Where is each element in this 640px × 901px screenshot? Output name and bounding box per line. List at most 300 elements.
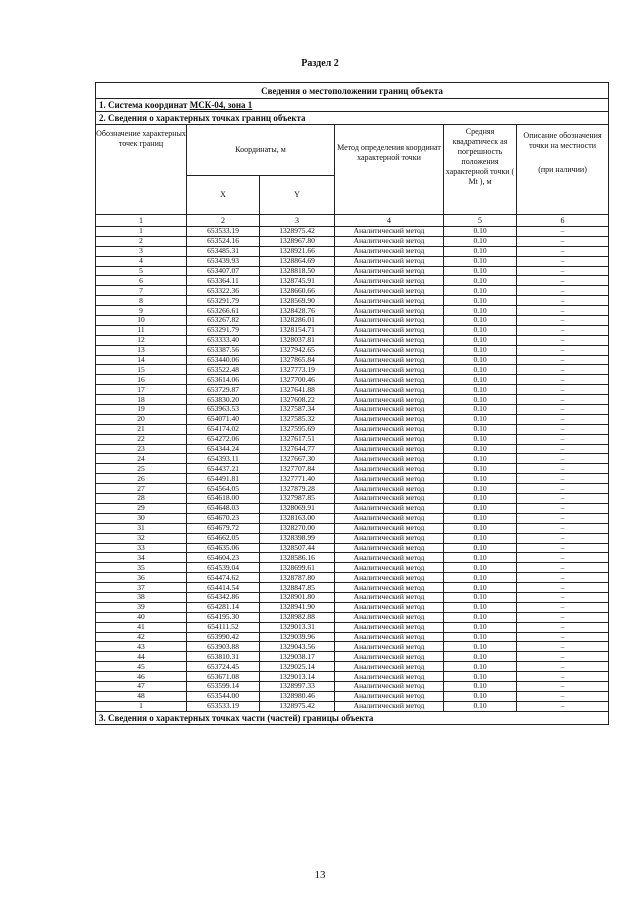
table-row — [96, 563, 609, 573]
table-row — [96, 236, 609, 246]
accuracy: 0.10 — [444, 266, 517, 276]
method: Аналитический метод — [335, 345, 444, 355]
point-number: 41 — [96, 622, 187, 632]
description: – — [517, 681, 609, 691]
point-number: 1 — [96, 227, 187, 237]
description: – — [517, 405, 609, 415]
method: Аналитический метод — [335, 236, 444, 246]
point-number: 3 — [96, 246, 187, 256]
point-number: 31 — [96, 523, 187, 533]
accuracy: 0.10 — [444, 424, 517, 434]
column-number-row — [96, 215, 609, 227]
coord-y: 1327771.40 — [260, 474, 335, 484]
description: – — [517, 454, 609, 464]
point-number: 11 — [96, 325, 187, 335]
coord-x: 653671.08 — [187, 672, 260, 682]
accuracy: 0.10 — [444, 474, 517, 484]
table-row — [96, 276, 609, 286]
table-row — [96, 286, 609, 296]
point-number: 39 — [96, 602, 187, 612]
point-number: 36 — [96, 573, 187, 583]
point-number: 16 — [96, 375, 187, 385]
method: Аналитический метод — [335, 355, 444, 365]
point-number: 17 — [96, 385, 187, 395]
coord-y: 1328286.01 — [260, 316, 335, 326]
accuracy: 0.10 — [444, 691, 517, 701]
point-number: 32 — [96, 533, 187, 543]
section1-row — [96, 99, 609, 112]
method: Аналитический метод — [335, 533, 444, 543]
coord-x: 654272.06 — [187, 434, 260, 444]
accuracy: 0.10 — [444, 543, 517, 553]
method: Аналитический метод — [335, 642, 444, 652]
point-number: 35 — [96, 563, 187, 573]
coord-y: 1327700.46 — [260, 375, 335, 385]
table-row — [96, 681, 609, 691]
coord-x: 654174.02 — [187, 424, 260, 434]
point-number: 26 — [96, 474, 187, 484]
column-number: 2 — [187, 215, 260, 227]
column-number: 1 — [96, 215, 187, 227]
description: – — [517, 553, 609, 563]
accuracy: 0.10 — [444, 464, 517, 474]
description: – — [517, 246, 609, 256]
coord-y: 1329013.31 — [260, 622, 335, 632]
coord-y: 1327987.85 — [260, 494, 335, 504]
accuracy: 0.10 — [444, 454, 517, 464]
point-number: 30 — [96, 513, 187, 523]
coord-y: 1329038.17 — [260, 652, 335, 662]
coord-y: 1327587.34 — [260, 405, 335, 415]
method: Аналитический метод — [335, 266, 444, 276]
header-point-designation: Обозначение характерных точек границ — [96, 125, 187, 215]
coord-x: 653599.14 — [187, 681, 260, 691]
coord-x: 654342.86 — [187, 592, 260, 602]
point-number: 20 — [96, 414, 187, 424]
coord-x: 654071.40 — [187, 414, 260, 424]
accuracy: 0.10 — [444, 325, 517, 335]
coord-x: 653830.20 — [187, 395, 260, 405]
accuracy: 0.10 — [444, 503, 517, 513]
point-number: 18 — [96, 395, 187, 405]
coord-y: 1328847.85 — [260, 583, 335, 593]
accuracy: 0.10 — [444, 681, 517, 691]
point-number: 23 — [96, 444, 187, 454]
table-row — [96, 345, 609, 355]
coord-x: 654281.14 — [187, 602, 260, 612]
table-row — [96, 227, 609, 237]
coord-y: 1327641.88 — [260, 385, 335, 395]
coord-x: 653533.19 — [187, 701, 260, 711]
point-number: 44 — [96, 652, 187, 662]
method: Аналитический метод — [335, 672, 444, 682]
coord-x: 654344.24 — [187, 444, 260, 454]
point-number: 15 — [96, 365, 187, 375]
accuracy: 0.10 — [444, 622, 517, 632]
table-row — [96, 385, 609, 395]
accuracy: 0.10 — [444, 355, 517, 365]
table-row — [96, 592, 609, 602]
coord-y: 1327707.84 — [260, 464, 335, 474]
accuracy: 0.10 — [444, 345, 517, 355]
coord-x: 654618.00 — [187, 494, 260, 504]
point-number: 33 — [96, 543, 187, 553]
coord-y: 1328980.46 — [260, 691, 335, 701]
method: Аналитический метод — [335, 296, 444, 306]
method: Аналитический метод — [335, 602, 444, 612]
accuracy: 0.10 — [444, 296, 517, 306]
description: – — [517, 266, 609, 276]
table-row — [96, 365, 609, 375]
method: Аналитический метод — [335, 227, 444, 237]
coord-y: 1328921.66 — [260, 246, 335, 256]
coord-x: 654437.21 — [187, 464, 260, 474]
table-row — [96, 612, 609, 622]
method: Аналитический метод — [335, 375, 444, 385]
section2-title: 2. Сведения о характерных точках границ объекта — [96, 112, 609, 125]
description: – — [517, 533, 609, 543]
table-row — [96, 503, 609, 513]
table-row — [96, 296, 609, 306]
description: – — [517, 464, 609, 474]
point-number: 9 — [96, 306, 187, 316]
coord-y: 1328069.91 — [260, 503, 335, 513]
point-number: 6 — [96, 276, 187, 286]
table-row — [96, 494, 609, 504]
table-row — [96, 266, 609, 276]
description: – — [517, 474, 609, 484]
coord-y: 1328569.90 — [260, 296, 335, 306]
table-row — [96, 424, 609, 434]
point-number: 4 — [96, 256, 187, 266]
description: – — [517, 345, 609, 355]
coord-y: 1328982.88 — [260, 612, 335, 622]
boundary-table-container — [95, 82, 608, 725]
description: – — [517, 414, 609, 424]
coord-y: 1327617.51 — [260, 434, 335, 444]
table-row — [96, 464, 609, 474]
accuracy: 0.10 — [444, 701, 517, 711]
method: Аналитический метод — [335, 543, 444, 553]
accuracy: 0.10 — [444, 553, 517, 563]
coord-y: 1328975.42 — [260, 701, 335, 711]
coord-x: 653903.88 — [187, 642, 260, 652]
method: Аналитический метод — [335, 444, 444, 454]
header-method: Метод определения координат характерной точки — [335, 125, 444, 215]
method: Аналитический метод — [335, 434, 444, 444]
method: Аналитический метод — [335, 573, 444, 583]
coord-y: 1328586.16 — [260, 553, 335, 563]
method: Аналитический метод — [335, 246, 444, 256]
accuracy: 0.10 — [444, 602, 517, 612]
description: – — [517, 444, 609, 454]
point-number: 24 — [96, 454, 187, 464]
table-title-row — [96, 83, 609, 99]
coord-x: 654662.05 — [187, 533, 260, 543]
description: – — [517, 434, 609, 444]
coord-x: 653291.79 — [187, 325, 260, 335]
table-row — [96, 306, 609, 316]
table-title: Сведения о местоположении границ объекта — [96, 83, 609, 99]
coord-x: 654670.23 — [187, 513, 260, 523]
description: – — [517, 306, 609, 316]
coord-y: 1329025.14 — [260, 662, 335, 672]
table-row — [96, 434, 609, 444]
point-number: 46 — [96, 672, 187, 682]
accuracy: 0.10 — [444, 563, 517, 573]
accuracy: 0.10 — [444, 227, 517, 237]
description: – — [517, 612, 609, 622]
accuracy: 0.10 — [444, 276, 517, 286]
accuracy: 0.10 — [444, 286, 517, 296]
column-number: 5 — [444, 215, 517, 227]
accuracy: 0.10 — [444, 246, 517, 256]
method: Аналитический метод — [335, 306, 444, 316]
description: – — [517, 276, 609, 286]
description: – — [517, 672, 609, 682]
description: – — [517, 424, 609, 434]
coord-x: 654491.81 — [187, 474, 260, 484]
coord-x: 653544.00 — [187, 691, 260, 701]
coord-x: 654679.72 — [187, 523, 260, 533]
method: Аналитический метод — [335, 256, 444, 266]
description: – — [517, 227, 609, 237]
coord-x: 654195.30 — [187, 612, 260, 622]
accuracy: 0.10 — [444, 642, 517, 652]
description: – — [517, 256, 609, 266]
coord-x: 654635.06 — [187, 543, 260, 553]
description: – — [517, 286, 609, 296]
accuracy: 0.10 — [444, 395, 517, 405]
table-row — [96, 533, 609, 543]
section3-row — [96, 711, 609, 724]
coord-y: 1329043.56 — [260, 642, 335, 652]
method: Аналитический метод — [335, 316, 444, 326]
coord-y: 1328037.81 — [260, 335, 335, 345]
method: Аналитический метод — [335, 474, 444, 484]
coord-y: 1328997.33 — [260, 681, 335, 691]
description: – — [517, 335, 609, 345]
method: Аналитический метод — [335, 681, 444, 691]
column-number: 6 — [517, 215, 609, 227]
coord-y: 1328941.90 — [260, 602, 335, 612]
point-number: 48 — [96, 691, 187, 701]
accuracy: 0.10 — [444, 672, 517, 682]
description: – — [517, 642, 609, 652]
column-number: 4 — [335, 215, 444, 227]
description: – — [517, 484, 609, 494]
table-row — [96, 632, 609, 642]
method: Аналитический метод — [335, 612, 444, 622]
method: Аналитический метод — [335, 484, 444, 494]
table-row — [96, 652, 609, 662]
method: Аналитический метод — [335, 701, 444, 711]
coord-y: 1327667.30 — [260, 454, 335, 464]
point-number: 14 — [96, 355, 187, 365]
coord-y: 1328967.80 — [260, 236, 335, 246]
coord-x: 653485.31 — [187, 246, 260, 256]
description: – — [517, 602, 609, 612]
description: – — [517, 296, 609, 306]
table-row — [96, 256, 609, 266]
description: – — [517, 592, 609, 602]
description: – — [517, 503, 609, 513]
coord-x: 654474.62 — [187, 573, 260, 583]
accuracy: 0.10 — [444, 414, 517, 424]
point-number: 19 — [96, 405, 187, 415]
method: Аналитический метод — [335, 365, 444, 375]
accuracy: 0.10 — [444, 236, 517, 246]
description: – — [517, 385, 609, 395]
method: Аналитический метод — [335, 622, 444, 632]
coord-x: 653267.82 — [187, 316, 260, 326]
coord-x: 653387.56 — [187, 345, 260, 355]
method: Аналитический метод — [335, 662, 444, 672]
table-row — [96, 335, 609, 345]
section1-cell — [96, 99, 609, 112]
coord-x: 653333.40 — [187, 335, 260, 345]
method: Аналитический метод — [335, 276, 444, 286]
coord-y: 1328787.80 — [260, 573, 335, 583]
coord-x: 653810.31 — [187, 652, 260, 662]
table-row — [96, 543, 609, 553]
method: Аналитический метод — [335, 583, 444, 593]
description: – — [517, 523, 609, 533]
coord-x: 654393.11 — [187, 454, 260, 464]
method: Аналитический метод — [335, 503, 444, 513]
coord-x: 654564.05 — [187, 484, 260, 494]
column-number: 3 — [260, 215, 335, 227]
point-number: 7 — [96, 286, 187, 296]
coord-y: 1328163.00 — [260, 513, 335, 523]
description: – — [517, 622, 609, 632]
coord-x: 653439.93 — [187, 256, 260, 266]
table-row — [96, 316, 609, 326]
table-row — [96, 484, 609, 494]
point-number: 28 — [96, 494, 187, 504]
point-number: 43 — [96, 642, 187, 652]
method: Аналитический метод — [335, 652, 444, 662]
point-number: 29 — [96, 503, 187, 513]
coord-y: 1328660.66 — [260, 286, 335, 296]
table-row — [96, 414, 609, 424]
coord-x: 653614.06 — [187, 375, 260, 385]
coord-y: 1328428.76 — [260, 306, 335, 316]
accuracy: 0.10 — [444, 523, 517, 533]
table-row — [96, 672, 609, 682]
header-description-text: Описание обозначения точки на местности — [523, 131, 602, 150]
table-row — [96, 395, 609, 405]
table-row — [96, 444, 609, 454]
description: – — [517, 494, 609, 504]
point-number: 40 — [96, 612, 187, 622]
table-row — [96, 523, 609, 533]
table-row — [96, 701, 609, 711]
method: Аналитический метод — [335, 592, 444, 602]
table-row — [96, 642, 609, 652]
method: Аналитический метод — [335, 523, 444, 533]
page-number: 13 — [314, 869, 326, 881]
coord-x: 653724.45 — [187, 662, 260, 672]
description: – — [517, 325, 609, 335]
table-row — [96, 375, 609, 385]
table-row — [96, 325, 609, 335]
table-row — [96, 602, 609, 612]
header-row-1 — [96, 125, 609, 176]
point-number: 22 — [96, 434, 187, 444]
accuracy: 0.10 — [444, 306, 517, 316]
header-coordinates: Координаты, м — [187, 125, 335, 176]
point-number: 34 — [96, 553, 187, 563]
point-number: 13 — [96, 345, 187, 355]
coord-y: 1328270.00 — [260, 523, 335, 533]
accuracy: 0.10 — [444, 652, 517, 662]
point-number: 47 — [96, 681, 187, 691]
coord-x: 653322.36 — [187, 286, 260, 296]
method: Аналитический метод — [335, 385, 444, 395]
table-row — [96, 474, 609, 484]
section2-row — [96, 112, 609, 125]
method: Аналитический метод — [335, 414, 444, 424]
coord-y: 1328699.61 — [260, 563, 335, 573]
coord-x: 653291.79 — [187, 296, 260, 306]
method: Аналитический метод — [335, 405, 444, 415]
table-row — [96, 573, 609, 583]
coord-y: 1327865.84 — [260, 355, 335, 365]
coord-y: 1328507.44 — [260, 543, 335, 553]
description: – — [517, 355, 609, 365]
description: – — [517, 583, 609, 593]
coord-x: 654414.54 — [187, 583, 260, 593]
coord-x: 653440.06 — [187, 355, 260, 365]
coord-y: 1327942.65 — [260, 345, 335, 355]
coord-x: 653522.48 — [187, 365, 260, 375]
method: Аналитический метод — [335, 395, 444, 405]
point-number: 45 — [96, 662, 187, 672]
accuracy: 0.10 — [444, 573, 517, 583]
point-number: 8 — [96, 296, 187, 306]
boundary-table — [95, 82, 609, 725]
accuracy: 0.10 — [444, 405, 517, 415]
coord-x: 653524.16 — [187, 236, 260, 246]
accuracy: 0.10 — [444, 365, 517, 375]
method: Аналитический метод — [335, 553, 444, 563]
description: – — [517, 365, 609, 375]
method: Аналитический метод — [335, 494, 444, 504]
accuracy: 0.10 — [444, 583, 517, 593]
accuracy: 0.10 — [444, 256, 517, 266]
accuracy: 0.10 — [444, 385, 517, 395]
header-y: Y — [260, 176, 335, 215]
method: Аналитический метод — [335, 454, 444, 464]
coord-x: 653533.19 — [187, 227, 260, 237]
method: Аналитический метод — [335, 563, 444, 573]
coord-x: 654648.03 — [187, 503, 260, 513]
method: Аналитический метод — [335, 335, 444, 345]
header-description-note: (при наличии) — [538, 165, 587, 174]
coord-x: 653990.42 — [187, 632, 260, 642]
method: Аналитический метод — [335, 464, 444, 474]
accuracy: 0.10 — [444, 484, 517, 494]
accuracy: 0.10 — [444, 612, 517, 622]
description: – — [517, 316, 609, 326]
table-row — [96, 246, 609, 256]
coord-y: 1327773.19 — [260, 365, 335, 375]
point-number: 10 — [96, 316, 187, 326]
description: – — [517, 573, 609, 583]
accuracy: 0.10 — [444, 316, 517, 326]
description: – — [517, 513, 609, 523]
